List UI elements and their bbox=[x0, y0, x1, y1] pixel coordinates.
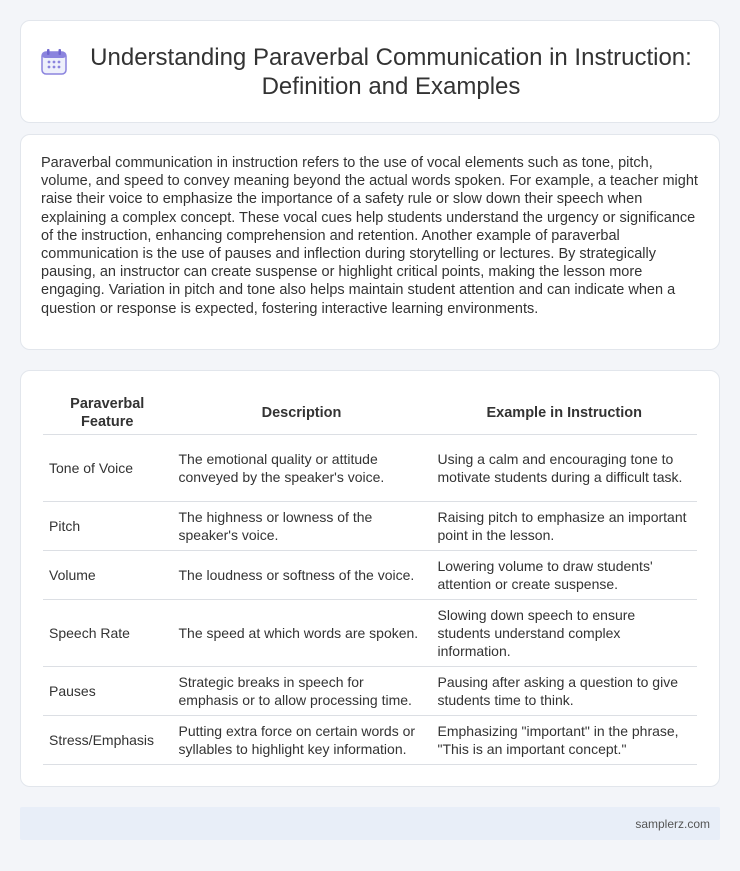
footer bbox=[20, 807, 720, 840]
table-row bbox=[43, 502, 697, 551]
column-header-example: Example in Instruction bbox=[431, 391, 697, 435]
page-title: Understanding Paraverbal Communication in Instruction: Definition and Examples bbox=[90, 43, 692, 100]
description-cell: The loudness or softness of the voice. bbox=[172, 551, 431, 600]
footer-site-link[interactable]: samplerz.com bbox=[635, 816, 710, 831]
description-cell: Strategic breaks in speech for emphasis or to allow processing time. bbox=[172, 667, 431, 716]
description-cell: The highness or lowness of the speaker's voice. bbox=[172, 502, 431, 551]
title-wrap bbox=[39, 43, 701, 101]
feature-cell: Pauses bbox=[43, 667, 172, 716]
description-cell: Putting extra force on certain words or syllables to highlight key information. bbox=[172, 716, 431, 765]
feature-cell: Volume bbox=[43, 551, 172, 600]
table-row bbox=[43, 667, 697, 716]
features-table bbox=[43, 391, 697, 765]
description-cell: The speed at which words are spoken. bbox=[172, 600, 431, 667]
example-cell: Using a calm and encouraging tone to motivate students during a difficult task. bbox=[431, 435, 697, 502]
feature-cell: Stress/Emphasis bbox=[43, 716, 172, 765]
table-row bbox=[43, 435, 697, 502]
example-cell: Pausing after asking a question to give students time to think. bbox=[431, 667, 697, 716]
table-row bbox=[43, 551, 697, 600]
example-cell: Slowing down speech to ensure students understand complex information. bbox=[431, 600, 697, 667]
feature-cell: Tone of Voice bbox=[43, 435, 172, 502]
feature-cell: Pitch bbox=[43, 502, 172, 551]
example-cell: Lowering volume to draw students' attention or create suspense. bbox=[431, 551, 697, 600]
calendar-icon bbox=[39, 47, 69, 77]
table-row bbox=[43, 600, 697, 667]
table-row bbox=[43, 716, 697, 765]
intro-paragraph: Paraverbal communication in instruction refers to the use of vocal elements such as tone, pitch, volume, and speed to convey meaning beyond the actual words spoken. For example, a teacher might raise their voice to emphasize the importance of a safety rule or slow down their speech when explaining a complex concept. These vocal cues help students understand the urgency or significance of the instruction, enhancing comprehension and retention. Another example of paraverbal communication is the use of pauses and inflection during storytelling or lectures. By strategically pausing, an instructor can create suspense or highlight critical points, making the lesson more engaging. Variation in pitch and tone also helps maintain student attention and can indicate when a question or response is expected, fostering interactive learning environments. bbox=[41, 155, 698, 317]
table-card bbox=[20, 370, 720, 787]
description-cell: The emotional quality or attitude conveyed by the speaker's voice. bbox=[172, 435, 431, 502]
column-header-feature: Paraverbal Feature bbox=[43, 391, 172, 435]
example-cell: Raising pitch to emphasize an important point in the lesson. bbox=[431, 502, 697, 551]
table-header-row bbox=[43, 391, 697, 435]
feature-cell: Speech Rate bbox=[43, 600, 172, 667]
example-cell: Emphasizing "important" in the phrase, "This is an important concept." bbox=[431, 716, 697, 765]
title-card bbox=[20, 20, 720, 123]
column-header-description: Description bbox=[172, 391, 431, 435]
intro-card bbox=[20, 134, 720, 350]
